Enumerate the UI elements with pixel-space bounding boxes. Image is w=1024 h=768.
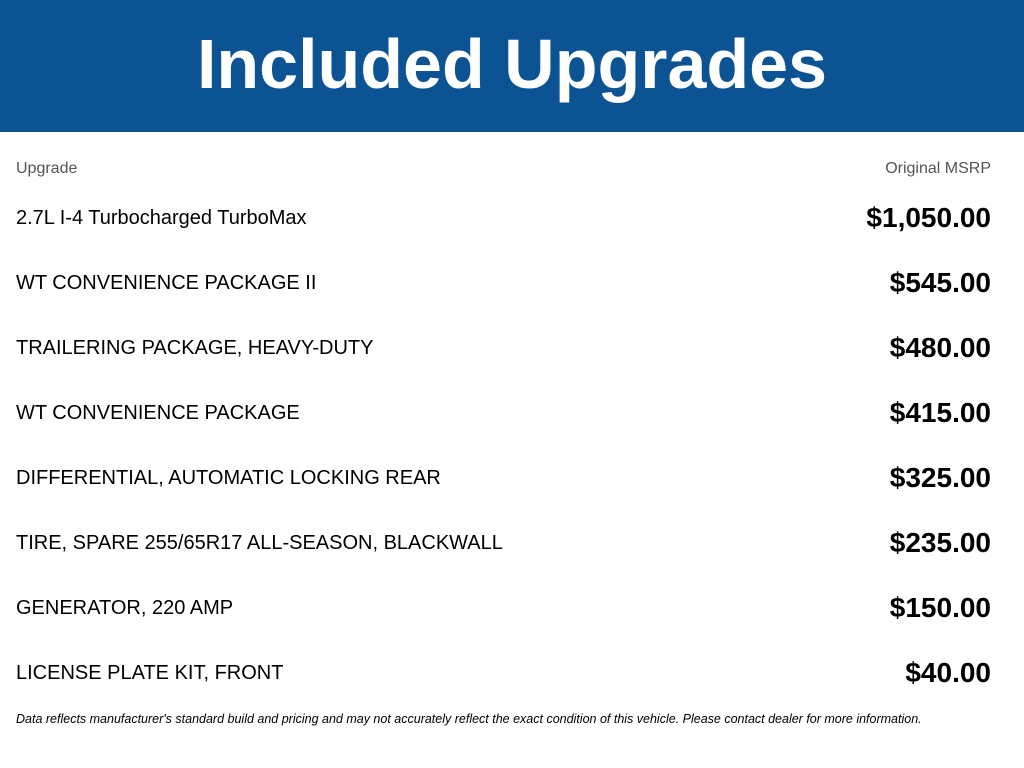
list-item: [16, 185, 991, 250]
upgrade-price: $150.00: [889, 591, 991, 623]
column-headers: [16, 160, 991, 178]
upgrade-price: $415.00: [889, 396, 991, 428]
upgrade-price: $40.00: [905, 656, 991, 688]
upgrade-name: WT CONVENIENCE PACKAGE: [16, 402, 300, 424]
header-banner: [0, 0, 1024, 132]
upgrade-name: TRAILERING PACKAGE, HEAVY-DUTY: [16, 337, 374, 359]
page-title: Included Upgrades: [196, 25, 828, 103]
upgrade-column-header: Upgrade: [16, 160, 78, 177]
list-item: [16, 510, 991, 575]
list-item: [16, 250, 991, 315]
upgrade-name: TIRE, SPARE 255/65R17 ALL-SEASON, BLACKWALL: [16, 532, 503, 554]
upgrade-price: $235.00: [889, 526, 991, 558]
upgrade-name: 2.7L I-4 Turbocharged TurboMax: [16, 207, 307, 229]
upgrade-price: $480.00: [889, 331, 991, 363]
upgrade-name: WT CONVENIENCE PACKAGE II: [16, 272, 317, 294]
list-item: [16, 445, 991, 510]
list-item: [16, 380, 991, 445]
upgrade-name: LICENSE PLATE KIT, FRONT: [16, 662, 284, 684]
upgrade-name: DIFFERENTIAL, AUTOMATIC LOCKING REAR: [16, 467, 441, 489]
upgrade-price: $1,050.00: [866, 201, 991, 233]
upgrade-price: $325.00: [889, 461, 991, 493]
disclaimer-text: Data reflects manufacturer's standard build and pricing and may not accurately reflect the exact condition of this vehicle. Please contact dealer for more information.: [16, 712, 922, 726]
list-item: [16, 640, 991, 705]
upgrade-name: GENERATOR, 220 AMP: [16, 597, 234, 619]
upgrade-list: [16, 185, 991, 705]
list-item: [16, 315, 991, 380]
msrp-column-header: Original MSRP: [885, 160, 991, 177]
list-item: [16, 575, 991, 640]
upgrade-price: $545.00: [889, 266, 991, 298]
